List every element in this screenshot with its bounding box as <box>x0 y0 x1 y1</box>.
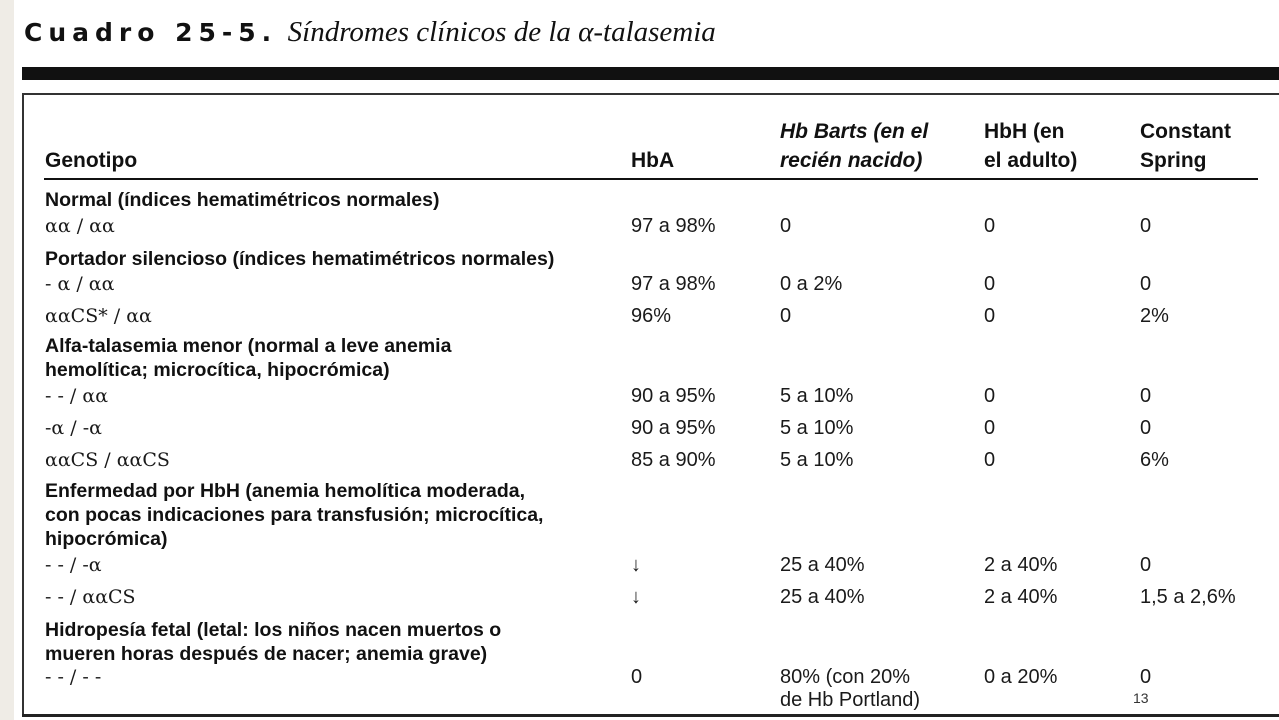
hba-cell: 0 <box>631 666 643 688</box>
page-number: 13 <box>1133 690 1149 706</box>
hba-cell: 90 a 95% <box>631 417 716 439</box>
hbh-cell: 2 a 40% <box>984 554 1058 576</box>
table-title <box>24 16 716 49</box>
header-hba: HbA <box>631 149 675 172</box>
barts-cell: 0 <box>780 305 792 327</box>
cs-cell: 0 <box>1140 273 1152 295</box>
group-hbh: Enfermedad por HbH (anemia hemolítica moderada, con pocas indicaciones para transfusión; microcítica, hipocrómica) <box>45 480 544 550</box>
hbh-cell: 0 <box>984 417 996 439</box>
cs-cell: 0 <box>1140 215 1152 237</box>
genotype-cell: - - / αα <box>45 385 109 407</box>
genotype-cell: -α / -α <box>45 417 102 439</box>
table-number: Cuadro 25-5. <box>24 18 278 47</box>
hba-cell: 96% <box>631 305 672 327</box>
hbh-cell: 0 <box>984 215 996 237</box>
group-menor: Alfa-talasemia menor (normal a leve anemia hemolítica; microcítica, hipocrómica) <box>45 335 452 381</box>
hbh-cell: 2 a 40% <box>984 586 1058 608</box>
group-portador: Portador silencioso (índices hematimétricos normales) <box>45 248 555 270</box>
genotype-cell: ααCS* / αα <box>45 305 152 327</box>
barts-cell: 80% (con 20% <box>780 666 911 688</box>
cs-cell: 2% <box>1140 305 1169 327</box>
header-rule <box>44 178 1258 180</box>
hbh-cell: 0 a 20% <box>984 666 1058 688</box>
hba-cell: 97 a 98% <box>631 273 716 295</box>
hba-cell: 85 a 90% <box>631 449 716 471</box>
genotype-cell: αα / αα <box>45 215 115 237</box>
hba-cell: 90 a 95% <box>631 385 716 407</box>
hba-cell: ↓ <box>631 586 641 608</box>
document-page <box>14 0 1279 720</box>
table-caption: Síndromes clínicos de la α-talasemia <box>287 16 716 48</box>
bottom-rule <box>22 714 1279 717</box>
genotype-cell: - - / -α <box>45 554 102 576</box>
group-hidropesia: Hidropesía fetal (letal: los niños nacen muertos o mueren horas después de nacer; anemia grave) <box>45 619 502 665</box>
barts-cell: 5 a 10% <box>780 449 854 471</box>
barts-cell-continued: de Hb Portland) <box>780 689 921 711</box>
header-hb-barts: Hb Barts (en el recién nacido) <box>780 120 929 172</box>
cs-cell: 0 <box>1140 666 1152 688</box>
header-genotipo: Genotipo <box>45 149 138 172</box>
cs-cell: 1,5 a 2,6% <box>1140 586 1236 608</box>
header-hbh: HbH (en el adulto) <box>984 120 1078 172</box>
barts-cell: 0 <box>780 215 792 237</box>
hbh-cell: 0 <box>984 305 996 327</box>
hbh-cell: 0 <box>984 449 996 471</box>
hba-cell: 97 a 98% <box>631 215 716 237</box>
cs-cell: 0 <box>1140 554 1152 576</box>
barts-cell: 25 a 40% <box>780 586 865 608</box>
barts-cell: 5 a 10% <box>780 417 854 439</box>
barts-cell: 5 a 10% <box>780 385 854 407</box>
genotype-cell: ααCS / ααCS <box>45 449 170 471</box>
group-normal: Normal (índices hematimétricos normales) <box>45 189 440 211</box>
genotype-cell: - α / αα <box>45 273 115 295</box>
cs-cell: 0 <box>1140 417 1152 439</box>
genotype-cell: - - / ααCS <box>45 586 136 608</box>
title-rule <box>22 67 1279 80</box>
genotype-cell: - - / - - <box>45 666 102 688</box>
barts-cell: 25 a 40% <box>780 554 865 576</box>
cs-cell: 0 <box>1140 385 1152 407</box>
hbh-cell: 0 <box>984 385 996 407</box>
header-constant-spring: Constant Spring <box>1140 120 1231 172</box>
hba-cell: ↓ <box>631 554 641 576</box>
hbh-cell: 0 <box>984 273 996 295</box>
barts-cell: 0 a 2% <box>780 273 843 295</box>
cs-cell: 6% <box>1140 449 1169 471</box>
